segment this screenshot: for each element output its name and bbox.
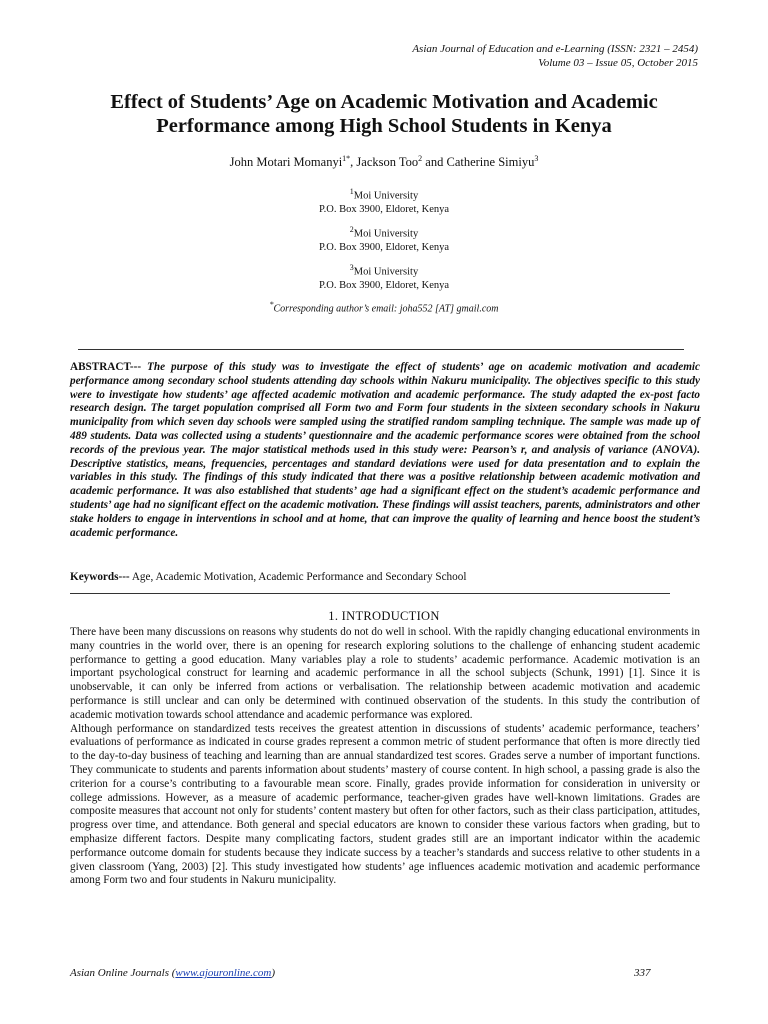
- author-separator: and: [422, 155, 447, 170]
- abstract-text: The purpose of this study was to investigate the effect of students’ age on academic motivation and academic performance among secondary school students attending day schools within Nakuru municipality. The objectives specific to this study were to investigate how students’ age affected academic motivation and academic performance. The study adapted the ex-post facto research design. The target population comprised all Form two and Form four students in the sixteen secondary schools in Nakuru municipality from which seven day schools were sampled using the stratified random sampling technique. The sample was made up of 489 students. Data was collected using a students’ questionnaire and the academic performance scores were obtained from the school records of the previous year. The major statistical methods used in this study were: Pearson’s r, and analysis of variance (ANOVA). Descriptive statistics, means, frequencies, percentages and standard deviations were used for data presentation and to explain the variables in this study. The findings of this study indicated that there was a positive relationship between academic motivation and academic performance. It was also established that students’ age had a significant effect on the student’s academic performance and students’ age had no significant effect on the academic motivation. These findings will assist teachers, parents, administrators and other stake holders to engage in interventions in school and at home, that can improve the quality of learning and hence boost the student’s academic performance.: [70, 361, 700, 539]
- corresponding-author: [184, 300, 584, 314]
- author-1-sup: 1*: [342, 154, 351, 163]
- author-1-name: John Motari Momanyi: [229, 155, 343, 170]
- footer-journal-name: Asian Online Journals (: [70, 967, 176, 979]
- affiliation-institution: Moi University: [353, 266, 419, 278]
- corresponding-email-text: Corresponding author’s email: joha552 [AT] gmail.com: [273, 303, 499, 315]
- author-2-sup: 2: [418, 154, 423, 163]
- title-line-2: Performance among High School Students in Kenya: [156, 115, 612, 137]
- abstract-label: ABSTRACT---: [70, 361, 142, 373]
- affiliation-institution: Moi University: [353, 228, 419, 240]
- affiliation-sup: 1: [349, 187, 354, 196]
- author-3-name: Catherine Simiyu: [446, 155, 535, 170]
- author-2-name: Jackson Too: [356, 155, 419, 170]
- author-separator: ,: [350, 155, 357, 170]
- keywords: [70, 571, 700, 583]
- affiliation-1: [234, 185, 534, 216]
- footer-journal: [70, 967, 275, 979]
- introduction-body: [70, 626, 700, 888]
- page-number: 337: [634, 967, 651, 979]
- title-line-1: Effect of Students’ Age on Academic Motivation and Academic: [110, 91, 658, 113]
- paper-title: [48, 90, 720, 138]
- affiliation-sup: 3: [349, 263, 354, 272]
- affiliation-address: P.O. Box 3900, Eldoret, Kenya: [318, 279, 450, 291]
- affiliation-3: [234, 261, 534, 292]
- section-heading: 1. INTRODUCTION: [328, 609, 440, 623]
- affiliation-institution: Moi University: [353, 190, 419, 202]
- keywords-text: Age, Academic Motivation, Academic Performance and Secondary School: [129, 571, 467, 583]
- footer-close-paren: ): [271, 967, 276, 979]
- journal-name-line: Asian Journal of Education and e-Learning (ISSN: 2321 – 2454): [412, 43, 698, 55]
- keywords-label: Keywords---: [70, 571, 130, 583]
- affiliation-address: P.O. Box 3900, Eldoret, Kenya: [318, 203, 450, 215]
- paragraph: There have been many discussions on reasons why students do not do well in school. With the rapidly changing educational environments in many countries in the world over, there is an opening for research exploring solutions to the challenge of enhancing student academic performance to getting a good education. Many variables play a role to students’ academic performance. Academic motivation is an important psychological construct for learning and academic performance in all the school subjects (Schunk, 1991) [1]. Since it is unobservable, it can only be inferred from actions or verbalisation. The relationship between academic motivation and academic performance is still unclear and can only be determined with continued observation of the students. In this study the contribution of academic motivation towards school attendance and academic performance was explored.: [70, 626, 700, 721]
- paragraph: Although performance on standardized tests receives the greatest attention in discussions of students’ academic performance, teachers’ evaluations of performance as indicated in course grades represent a common metric of student performance that often is more directly tied to the day-to-day business of teaching and learning than are annual standardized test scores. Grades serve a number of important functions. They communicate to students and parents information about students’ mastery of course content. In high school, a passing grade is also the criterion for a course’s contributing to a favourable mean score. Finally, grades provide information for consideration in university or college admissions. However, as a measure of academic performance, teacher-given grades have well-known limitations. Grades are composite measures that account not only for students’ content mastery but often for other factors, such as their class participation, attitudes, progress over time, and attendance. Both general and special educators are known to consider these various factors when grading, but to emphasize different factors. Despite many complicating factors, student grades still are an important indicator within the academic performance outcome domain for students because they indicate success by a teacher’s standards and success relative to other students in a given classroom (Yang, 2003) [2]. This study investigated how students’ age influences academic motivation and academic performance among Form two and four students in Nakuru municipality.: [70, 722, 700, 887]
- divider-line: [70, 593, 670, 594]
- author-3-sup: 3: [534, 154, 539, 163]
- affiliation-2: [234, 223, 534, 254]
- divider-line: [78, 349, 684, 350]
- journal-header: [198, 42, 698, 70]
- journal-volume-line: Volume 03 – Issue 05, October 2015: [538, 57, 698, 69]
- corresponding-sup: *: [269, 300, 274, 309]
- affiliation-sup: 2: [349, 225, 354, 234]
- journal-website-link[interactable]: www.ajouronline.com: [175, 967, 272, 979]
- author-list: [48, 154, 720, 170]
- affiliation-address: P.O. Box 3900, Eldoret, Kenya: [318, 241, 450, 253]
- abstract: [70, 361, 700, 540]
